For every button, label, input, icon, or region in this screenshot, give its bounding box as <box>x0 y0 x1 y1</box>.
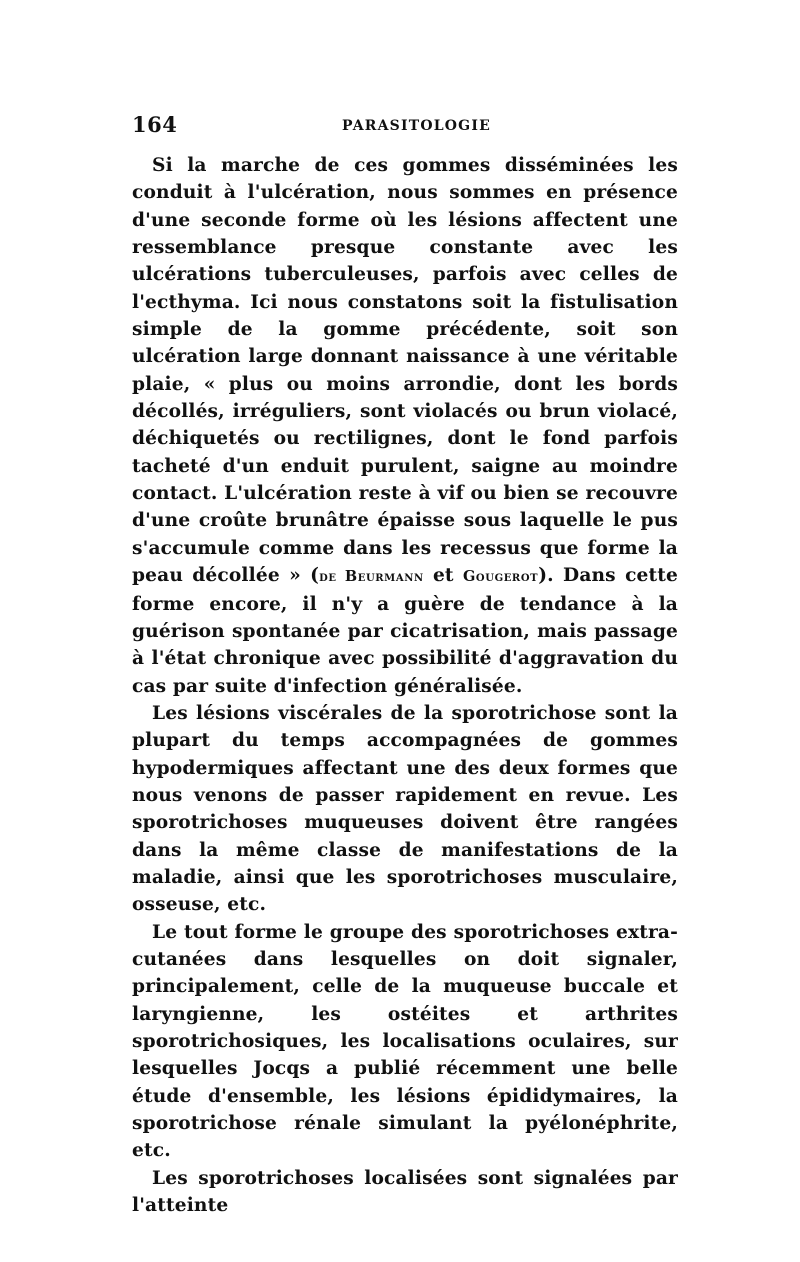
paragraph-1-text-a: Si la marche de ces gommes disséminées les conduit à l'ulcération, nous sommes en présence d'une seconde forme où les lésions affectent une ressemblance presque constante avec les ulcérations tuberculeuses, parfois avec celles de l'ecthyma. Ici nous constatons soit la fistulisation simple de la gomme précédente, soit son ulcération large donnant naissance à une véritable plaie, « plus ou moins arrondie, dont les bords décollés, irréguliers, sont violacés ou brun violacé, déchiquetés ou rectilignes, dont le fond parfois tacheté d'un enduit purulent, saigne au moindre contact. L'ulcération reste à vif ou bien se recouvre d'une croûte brunâtre épaisse sous laquelle le pus s'accumule comme dans les recessus que forme la peau décollée » ( <box>132 155 678 587</box>
paragraph-2: Les lésions viscérales de la sporotrichose sont la plupart du temps accompagnées de gommes hypodermiques affectant une des deux formes que nous venons de passer rapidement en revue. Les sporotrichoses muqueuses doivent être rangées dans la même classe de manifestations de la maladie, ainsi que les sporotrichoses musculaire, osseuse, etc. <box>132 702 678 916</box>
page-number: 164 <box>132 112 178 137</box>
page-header <box>132 112 680 142</box>
paragraph-1-text-b: ). Dans cette forme encore, il n'y a guère de tendance à la guérison spontanée par cicatrisation, mais passage à l'état chronique avec possibilité d'aggravation du cas par suite d'infection généralisée. <box>132 565 678 697</box>
paragraph-1 <box>132 152 678 700</box>
paragraph-4: Les sporotrichoses localisées sont signalées par l'atteinte <box>132 1167 678 1217</box>
author-de-beurmann: de Beurmann <box>319 568 424 586</box>
paragraph-3: Le tout forme le groupe des sporotrichoses extra-cutanées dans lesquelles on doit signaler, principalement, celle de la muqueuse buccale et laryngienne, les ostéites et arthrites sporotrichosiques, les localisations oculaires, sur lesquelles Jocqs a publié récemment une belle étude d'ensemble, les lésions épididymaires, la sporotrichose rénale simulant la pyélonéphrite, etc. <box>132 921 678 1162</box>
body-text <box>132 152 678 1219</box>
running-head: PARASITOLOGIE <box>342 118 491 134</box>
author-connector: et <box>423 565 463 587</box>
author-gougerot: Gougerot <box>462 568 539 586</box>
